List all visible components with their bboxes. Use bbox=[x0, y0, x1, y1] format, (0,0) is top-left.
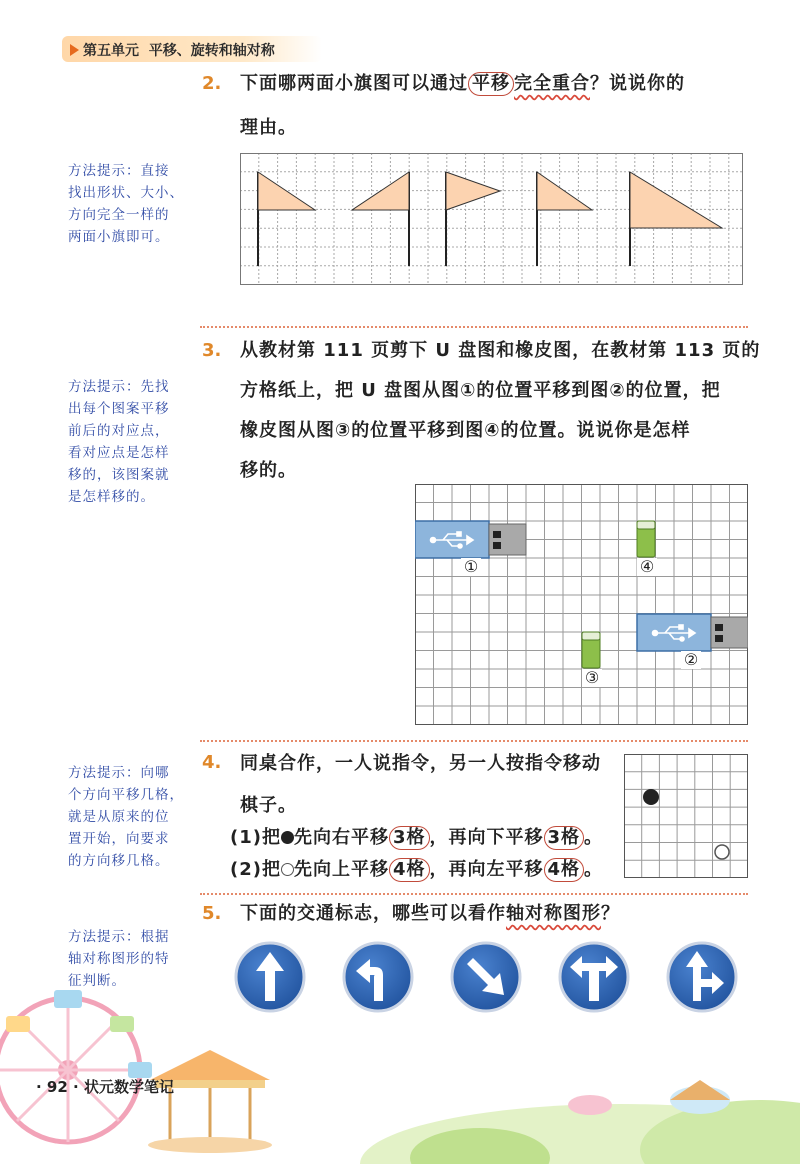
black-piece-icon bbox=[281, 831, 294, 844]
q3-text: 从教材第 111 页剪下 U 盘图和橡皮图，在教材第 113 页的 方格纸上，把 U 盘图从图①的位置平移到图②的位置，把 橡皮图从图③的位置平移到图④的位置。说说你是怎样 移的。 bbox=[240, 340, 761, 481]
black-piece bbox=[643, 789, 659, 805]
white-piece bbox=[715, 845, 729, 859]
q2-line2: 理由。 bbox=[240, 117, 297, 138]
q5-number: 5. bbox=[202, 903, 222, 924]
flag-1 bbox=[258, 172, 315, 266]
q3-grid bbox=[415, 484, 748, 725]
flag-5 bbox=[630, 172, 722, 266]
q2-line1: 下面哪两面小旗图可以通过 平移 完全重合？说说你的 bbox=[240, 73, 685, 94]
q2-number: 2. bbox=[202, 73, 222, 94]
flag-3 bbox=[446, 172, 500, 266]
flag-4 bbox=[537, 172, 592, 266]
q3-hint: 方法提示：先找 出每个图案平移 前后的对应点， 看对应点是怎样 移的，该图案就 是怎样移的。 bbox=[68, 379, 170, 505]
q4-hint: 方法提示：向哪 个方向平移几格， 就是从原来的位 置开始，向要求 的方向移几格。 bbox=[68, 765, 184, 869]
label-1: ① bbox=[463, 557, 479, 576]
divider-2 bbox=[200, 740, 748, 742]
q4-line1: 同桌合作，一人说指令，另一人按指令移动 bbox=[240, 753, 601, 774]
label-3: ③ bbox=[584, 668, 600, 687]
white-piece-icon bbox=[281, 863, 294, 876]
q2-flag-grid bbox=[240, 153, 743, 285]
carousel-icon bbox=[148, 1050, 272, 1153]
ferris-wheel-icon bbox=[0, 990, 152, 1142]
eraser-4 bbox=[637, 521, 655, 557]
q4-chess-grid bbox=[624, 754, 748, 878]
header-title: 第五单元 平移、旋转和轴对称 bbox=[70, 40, 275, 60]
label-4: ④ bbox=[639, 557, 655, 576]
eraser-3 bbox=[582, 632, 600, 668]
q5-hint: 方法提示：根据 轴对称图形的特 征判断。 bbox=[68, 929, 170, 989]
q4-line2: 棋子。 bbox=[240, 795, 297, 816]
q2-hint: 方法提示：直接 找出形状、大小、 方向完全一样的 两面小旗即可。 bbox=[68, 163, 184, 245]
triangle-icon bbox=[70, 44, 79, 56]
q4-number: 4. bbox=[202, 752, 222, 773]
q4-item1: (1)把 先向右平移 3格 ，再向下平移 3格 。 bbox=[230, 827, 604, 848]
divider-1 bbox=[200, 326, 748, 328]
q5-text: 下面的交通标志，哪些可以看作轴对称图形？ bbox=[240, 903, 620, 924]
page-number: 92 bbox=[46, 1078, 68, 1096]
usb-2 bbox=[637, 614, 748, 651]
label-2: ② bbox=[683, 650, 699, 669]
flag-2 bbox=[352, 172, 409, 266]
q3-number: 3. bbox=[202, 340, 222, 361]
footer: · 92 · 状元数学笔记 bbox=[36, 1078, 174, 1096]
usb-1 bbox=[415, 521, 526, 558]
footer-decoration bbox=[0, 980, 800, 1164]
q4-item2: (2)把 先向上平移 4格 ，再向左平移 4格 。 bbox=[230, 859, 604, 880]
book-title: 状元数学笔记 bbox=[83, 1078, 174, 1096]
